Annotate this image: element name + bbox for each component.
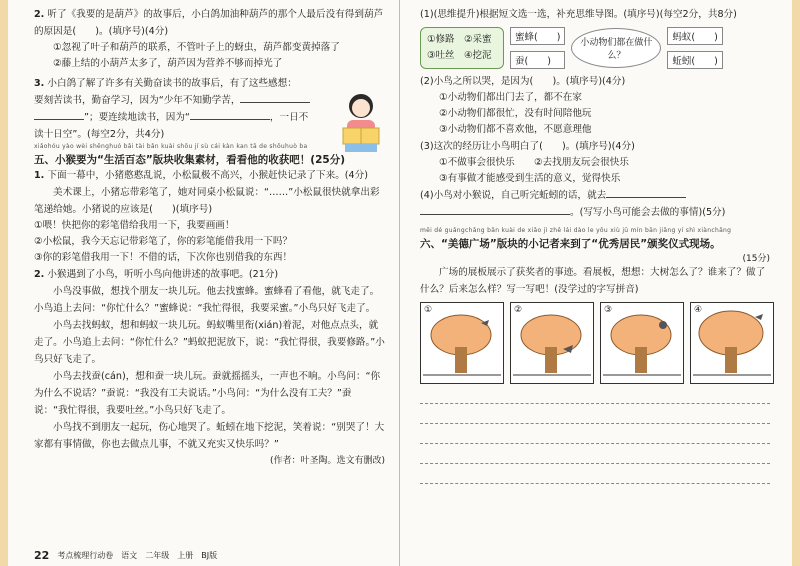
right-page	[400, 0, 800, 566]
right-margin-band	[792, 0, 800, 566]
option[interactable]: ①不做事会很快乐 ②去找朋友玩会很快乐	[439, 157, 629, 168]
mind-map-right-column	[667, 27, 722, 69]
page-footer	[34, 549, 217, 562]
section-6-pinyin: měi dé guǎngchǎng bǎn kuài de xiǎo jì zhě lái dào le yōu xiù jū mín bān jiǎng yí shì xiànchǎng	[420, 227, 732, 234]
question-text: 读十日空”。(每空2分，共4分)	[34, 129, 165, 140]
picture-number: ①	[424, 305, 433, 315]
sub-question-1	[34, 167, 385, 184]
mind-map-left-column	[510, 27, 565, 69]
question-text: 小猴遇到了小鸟，听听小鸟向他讲述的故事吧。(21分)	[47, 269, 279, 280]
option[interactable]: ③你的彩笔借我用一下！不借的话，下次你也别借我的东西！	[34, 252, 293, 263]
picture-number: ③	[604, 305, 613, 315]
option[interactable]: ③有事做才能感受到生活的意义，觉得快乐	[439, 173, 621, 184]
footer-text: 考点梳理行动卷 语文 二年级 上册 BJ版	[57, 551, 218, 560]
answer-blank[interactable]	[34, 119, 84, 120]
question-text: 要刻苦读书，勤奋学习，因为“少年不知勤学苦，	[34, 95, 241, 106]
option[interactable]: ②小松鼠，我今天忘记带彩笔了，你的彩笔能借我用一下吗？	[34, 236, 293, 247]
mind-map-slot[interactable]: 蜜蜂( )	[510, 27, 565, 45]
passage: 美术课上，小猪忘带彩笔了，她对同桌小松鼠说：“……”小松鼠很快就拿出彩笔递给她。小猪说的应该是( )(填序号)	[34, 187, 380, 215]
tree-icon	[421, 303, 503, 383]
mind-map	[420, 27, 770, 69]
option[interactable]: ②藤上结的小葫芦太多了，葫芦因为营养不够而掉光了	[53, 58, 283, 69]
answer-blank[interactable]	[420, 214, 570, 215]
question-number: 3.	[34, 78, 45, 89]
question-text: 下面一幕中，小猪憨憨乱说，小松鼠极不高兴，小猴赶快记录了下来。(4分)	[47, 170, 368, 181]
tree-icon	[691, 303, 773, 383]
writing-line[interactable]	[420, 447, 770, 464]
question-text: 听了《我要的是葫芦》的故事后，小白鸽加油种葫芦的那个人最后没有得到葫芦的原因是( )。(填序号)(4分)	[34, 9, 384, 37]
story-picture	[510, 302, 594, 384]
answer-blank[interactable]	[190, 119, 270, 120]
answer-blank[interactable]	[606, 197, 686, 198]
mind-map-slot[interactable]: 蚂蚁( )	[667, 27, 722, 45]
question-r1: (1)(思维提升)根据短文选一选，补充思维导图。(填序号)(每空2分，共8分)	[420, 9, 737, 20]
question-text: (4)小鸟对小猴说，自己听完蚯蚓的话，就去	[420, 190, 607, 201]
passage-paragraph: 小鸟去找蚕(cán)，想和蚕一块儿玩。蚕就摇摇头，一声也不响。小鸟问：“你为什么不说话？”蚕说：“我没有工夫说话。”小鸟问：“为什么没有工夫？”蚕说：“我忙得很，我要吐丝。”小鸟只好飞走了。	[34, 371, 381, 416]
picture-number: ②	[514, 305, 523, 315]
passage-paragraph: 小鸟去找蚂蚁，想和蚂蚁一块儿玩。蚂蚁嘴里衔(xián)着泥，对他点点头，就走了。小鸟追上去问：“你忙什么？”蚂蚁把泥放下，说：“我忙得很，我要修路。”小鸟只好飞走了。	[34, 320, 385, 365]
question-r2: (2)小鸟之所以哭，是因为( )。(填序号)(4分)	[420, 76, 626, 87]
option[interactable]: ①喂！快把你的彩笔借给我用一下，我要画画！	[34, 220, 235, 231]
mind-map-slot[interactable]: 蚯蚓( )	[667, 51, 722, 69]
story-picture	[600, 302, 684, 384]
tree-icon	[511, 303, 593, 383]
story-picture	[690, 302, 774, 384]
question-number: 2.	[34, 269, 45, 280]
question-text: 。(写写小鸟可能会去做的事情)(5分)	[570, 207, 726, 218]
picture-number: ④	[694, 305, 703, 315]
section-6-title: 六、“美德广场”版块的小记者来到了“优秀居民”颁奖仪式现场。	[420, 238, 721, 250]
mind-map-choices: ①修路 ②采蜜 ③吐丝 ④挖泥	[420, 27, 504, 69]
question-r4	[420, 187, 770, 221]
page-number: 22	[34, 549, 50, 562]
section-5-title: 五、小猴要为“生活百态”版块收集素材，看看他的收获吧！(25分)	[34, 154, 346, 166]
question-number: 2.	[34, 9, 45, 20]
question-text: ，一日不	[269, 112, 309, 123]
writing-lines[interactable]	[420, 387, 770, 484]
writing-line[interactable]	[420, 467, 770, 484]
picture-sequence	[420, 302, 770, 384]
passage-paragraph: 小鸟找不到朋友一起玩，伤心地哭了。蚯蚓在地下挖泥，笑着说：“别哭了！大家都有事情做，你也去做点儿事，不就又充实又快乐吗？”	[34, 422, 385, 450]
tree-icon	[601, 303, 683, 383]
option[interactable]: ①小动物们都出门去了，都不在家	[439, 92, 582, 103]
option[interactable]: ③小动物们都不喜欢他，不愿意理他	[439, 124, 592, 135]
mind-map-center: 小动物们都在做什么？	[571, 28, 661, 68]
question-2	[34, 6, 385, 40]
question-text: 小白鸽了解了许多有关勤奋读书的故事后，有了这些感想：	[47, 78, 297, 89]
section-6-score: (15分)	[742, 254, 770, 264]
question-number: 1.	[34, 170, 45, 181]
sub-question-2	[34, 266, 385, 283]
question-r3: (3)这次的经历让小鸟明白了( )。(填序号)(4分)	[420, 141, 635, 152]
passage-paragraph: 小鸟没事做，想找个朋友一块儿玩。他去找蜜蜂。蜜蜂看了看他，就飞走了。小鸟追上去问：“你忙什么？”蜜蜂说：“我忙得很，我要采蜜。”小鸟只好飞走了。	[34, 286, 380, 314]
writing-line[interactable]	[420, 387, 770, 404]
writing-line[interactable]	[420, 427, 770, 444]
left-margin-band	[0, 0, 8, 566]
answer-blank[interactable]	[240, 102, 310, 103]
mind-map-slot[interactable]: 蚕( )	[510, 51, 565, 69]
reading-girl-illustration	[333, 88, 389, 156]
option[interactable]: ②小动物们都很忙，没有时间陪他玩	[439, 108, 592, 119]
author-note: (作者：叶圣陶。选文有删改)	[269, 456, 385, 466]
question-text: ”；要连续地读书，因为“	[84, 112, 190, 123]
story-picture	[420, 302, 504, 384]
option[interactable]: ①忽视了叶子和葫芦的联系，不管叶子上的蚜虫，葫芦都变黄掉落了	[53, 42, 340, 53]
section-5-pinyin: xiǎohóu yào wèi shēnghuó bǎi tài bǎn kuài shōu jí sù cái kàn kan tā de shōuhuò ba	[34, 143, 308, 150]
section-6-prompt: 广场的展板展示了获奖者的事迹。看展板，想想：大树怎么了？谁来了？做了什么？后来怎么样？写一写吧！(没学过的字写拼音)	[420, 267, 766, 295]
writing-line[interactable]	[420, 407, 770, 424]
